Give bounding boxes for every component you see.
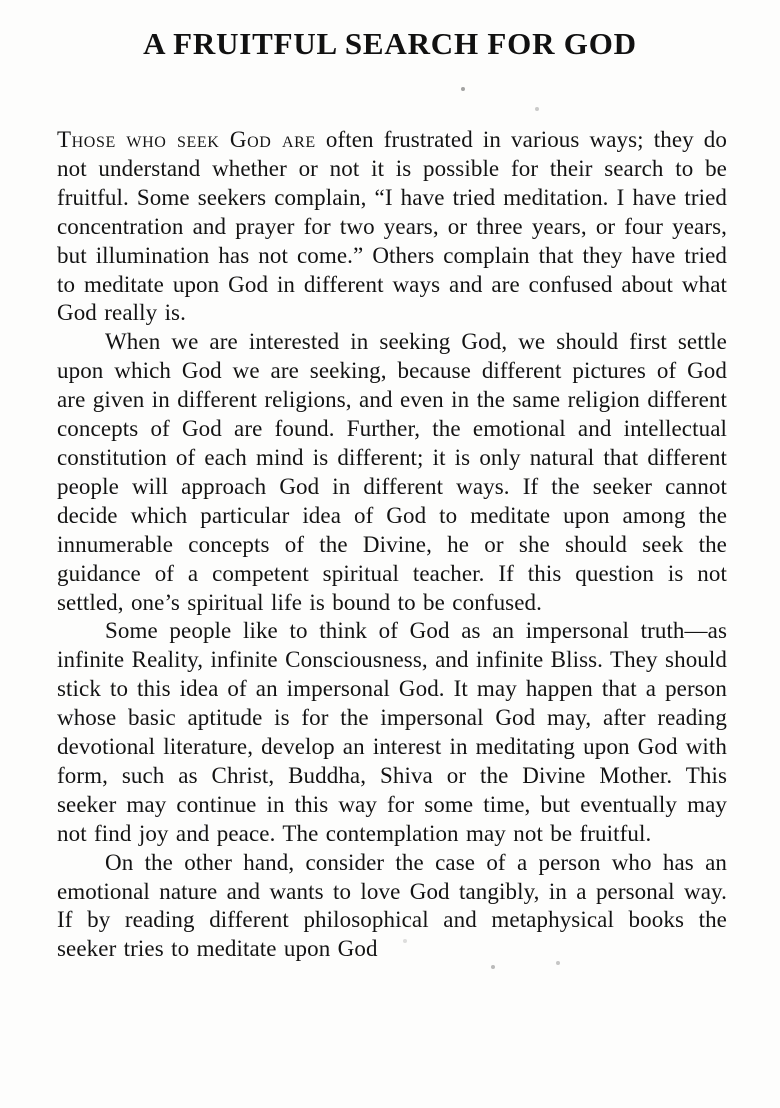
paragraph-2: When we are interested in seeking God, we should first settle upon which God we are seeking, because different pictures of God are given in different religions, and even in the same religion different concepts of God are found. Further, the emotional and intellectual constitution of each mind is different; it is only natural that different people will approach God in different ways. If the seeker cannot decide which particular idea of God to meditate upon among the innumerable concepts of the Divine, he or she should seek the guidance of a competent spiritual teacher. If this question is not settled, one’s spiritual life is bound to be confused.: [57, 329, 727, 615]
scan-speck-artifacts: [0, 0, 2, 2]
page-title: A FRUITFUL SEARCH FOR GOD: [143, 26, 637, 61]
page-body: [57, 126, 727, 964]
paragraph-1-text: often frustrated in various ways; they do not understand whether or not it is possible for their search to be fruitful. Some seekers complain, “I have tried meditation. I have tried concentration and prayer for two years, or three years, or four years, but illumination has not come.” Others complain that they have tried to meditate upon God in different ways and are confused about what God really is.: [57, 127, 727, 326]
paragraph-4: On the other hand, consider the case of a person who has an emotional nature and wants to love God tangibly, in a personal way. If by reading different philosophical and metaphysical books the seeker tries to meditate upon God: [57, 849, 727, 962]
paragraph-1-smallcaps-lead: Those who seek God are: [57, 127, 316, 152]
paragraph-3: Some people like to think of God as an impersonal truth—as infinite Reality, infinite Consciousness, and infinite Bliss. They should stick to this idea of an impersonal God. It may happen that a person whose basic aptitude is for the impersonal God may, after reading devotional literature, develop an interest in meditating upon God with form, such as Christ, Buddha, Shiva or the Divine Mother. This seeker may continue in this way for some time, but eventually may not find joy and peace. The contemplation may not be fruitful.: [57, 618, 727, 846]
paragraph-1: [57, 126, 727, 328]
